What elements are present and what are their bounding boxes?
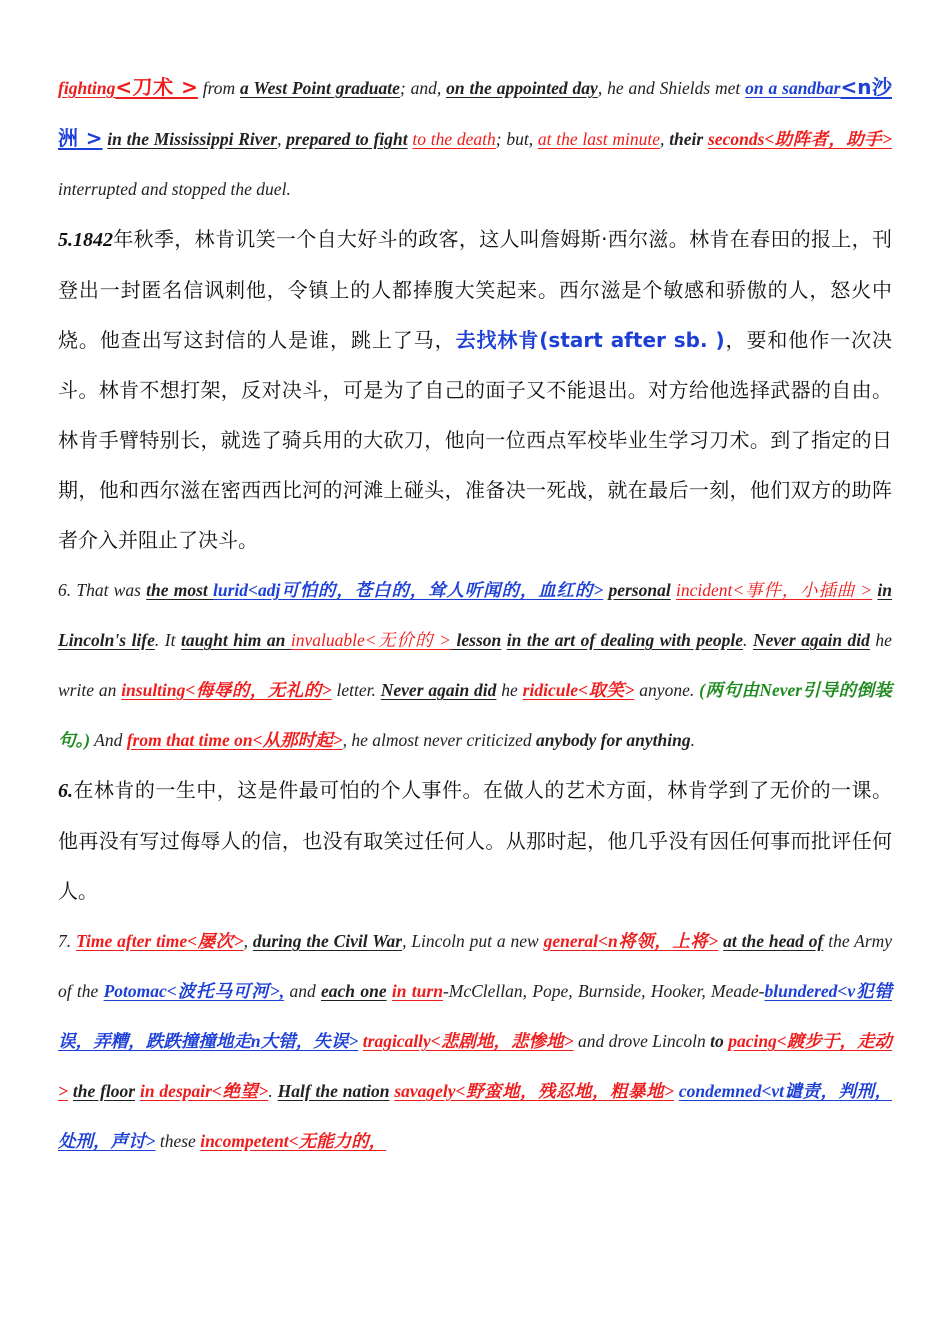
text: 在林肯的一生中，这是件最可怕的个人事件。在做人的艺术方面，林肯学到了无价的一课。他再没有写过侮辱人的信，也没有取笑过任何人。从那时起，他几乎没有因任何事而批评任何人。 xyxy=(58,778,892,903)
text: ; and, xyxy=(399,78,447,98)
phrase: in Lincoln's life xyxy=(58,580,893,650)
text: , xyxy=(243,931,253,951)
text: he write an xyxy=(58,630,892,700)
text: interrupted and stopped the duel. xyxy=(58,179,291,199)
phrase: Never again did xyxy=(752,630,870,650)
phrase: the floor xyxy=(72,1081,136,1101)
vocab-term: invaluable<无价的 > xyxy=(290,630,451,650)
text: the Army of the xyxy=(58,931,893,1001)
phrase: to xyxy=(710,1031,724,1051)
vocab-term: condemned<vt谴责，判刑，处刑，声讨> xyxy=(58,1081,893,1151)
vocab-term: blundered<v犯错误，弄糟，跌跌撞撞地走n大错，失误> xyxy=(58,981,893,1051)
vocab-term: pacing<踱步于，走动> xyxy=(58,1031,892,1101)
phrase: on the appointed day xyxy=(446,78,598,98)
vocab-term: lurid<adj可怕的，苍白的，耸人听闻的，血红的> xyxy=(213,580,604,600)
vocab-term: Time after time<屡次> xyxy=(76,931,244,951)
text: and drove Lincoln xyxy=(573,1031,711,1051)
paragraph-5-chinese xyxy=(58,214,892,565)
text: 年秋季，林肯讥笑一个自大好斗的政客，这人叫詹姆斯·西尔滋。林肯在春田的报上，刊登出一封匿名信讽刺他，令镇上的人都捧腹大笑起来。西尔滋是个敏感和骄傲的人，怒火中烧。他查出写这封信的人是谁，跳上了马， xyxy=(58,227,892,352)
paragraph-5-english-tail xyxy=(58,62,892,214)
phrase: a West Point graduate xyxy=(240,78,400,98)
text: he xyxy=(496,680,523,700)
vocab-term: general<n将领，上将> xyxy=(543,931,719,951)
phrase: the most xyxy=(146,580,214,600)
vocab-term: in despair<绝望> xyxy=(139,1081,269,1101)
text: 6. That was xyxy=(58,580,147,600)
phrase: lesson xyxy=(450,630,502,650)
vocab-term: Potomac<波托马可河>, xyxy=(103,981,285,1001)
text: 7. xyxy=(58,931,77,951)
vocab-gloss: <n沙洲 > xyxy=(58,75,892,150)
text: And xyxy=(90,730,127,750)
phrase: in the Mississippi River xyxy=(107,129,278,149)
vocab-term: insulting<侮辱的，无礼的> xyxy=(121,680,332,700)
vocab-term: tragically<悲剧地，悲惨地> xyxy=(362,1031,574,1051)
vocab-gloss: <刀术 > xyxy=(115,75,198,99)
paragraph-7-english xyxy=(58,916,892,1166)
text: -McClellan, Pope, Burnside, Hooker, Meade- xyxy=(442,981,765,1001)
text: , he almost never criticized xyxy=(342,730,537,750)
phrase: Never again did xyxy=(380,680,497,700)
vocab-term: incident<事件，小插曲 > xyxy=(675,580,873,600)
paragraph-number: 5.1842 xyxy=(58,229,113,251)
grammar-note: (两句由Never引导的倒装句。) xyxy=(58,680,892,750)
phrase: prepared to fight xyxy=(286,129,408,149)
phrase: in the art of dealing with people xyxy=(506,630,744,650)
text: , he and Shields met xyxy=(597,78,746,98)
phrase: during the Civil War xyxy=(252,931,403,951)
phrase: Half the nation xyxy=(277,1081,390,1101)
phrase: to the death xyxy=(412,129,496,149)
highlight-phrase: 去找林肯(start after sb. ) xyxy=(455,328,725,352)
phrase: each one xyxy=(321,981,387,1001)
vocab-term: seconds<助阵者，助手> xyxy=(708,129,893,149)
vocab-term: ridicule<取笑> xyxy=(522,680,635,700)
vocab-term: savagely<野蛮地，残忍地，粗暴地> xyxy=(394,1081,674,1101)
document-page xyxy=(58,62,892,1166)
text: , xyxy=(277,129,287,149)
text: anyone. xyxy=(634,680,700,700)
paragraph-6-english xyxy=(58,565,892,765)
phrase: at the last minute xyxy=(537,129,661,149)
text: and xyxy=(284,981,322,1001)
text: their xyxy=(669,129,704,149)
text: . xyxy=(743,630,753,650)
vocab-term: incompetent<无能力的， xyxy=(200,1131,387,1151)
text: letter. xyxy=(331,680,381,700)
text: ，要和他作一次决斗。林肯不想打架，反对决斗，可是为了自己的面子又不能退出。对方给他选择武器的自由。林肯手臂特别长，就选了骑兵用的大砍刀，他向一位西点军校毕业生学习刀术。到了指定的日期，他和西尔滋在密西西比河的河滩上碰头，准备决一死战，就在最后一刻，他们双方的助阵者介入并阻止了决斗。 xyxy=(58,328,893,552)
paragraph-number: 6. xyxy=(58,780,73,802)
text: , Lincoln put a new xyxy=(402,931,544,951)
vocab-term: from that time on<从那时起> xyxy=(126,730,343,750)
phrase: taught him an xyxy=(181,630,291,650)
text: . xyxy=(690,730,695,750)
text: ; but, xyxy=(495,129,538,149)
phrase: in turn xyxy=(391,981,443,1001)
paragraph-6-chinese xyxy=(58,765,892,916)
vocab-term: fighting xyxy=(58,78,116,98)
phrase: personal xyxy=(608,580,671,600)
vocab-term: on a sandbar xyxy=(745,78,841,98)
text: from xyxy=(197,78,241,98)
text: . xyxy=(268,1081,278,1101)
phrase: at the head of xyxy=(723,931,824,951)
phrase: anybody for anything xyxy=(536,730,691,750)
text: these xyxy=(155,1131,201,1151)
text: . It xyxy=(154,630,181,650)
text: , xyxy=(660,129,670,149)
